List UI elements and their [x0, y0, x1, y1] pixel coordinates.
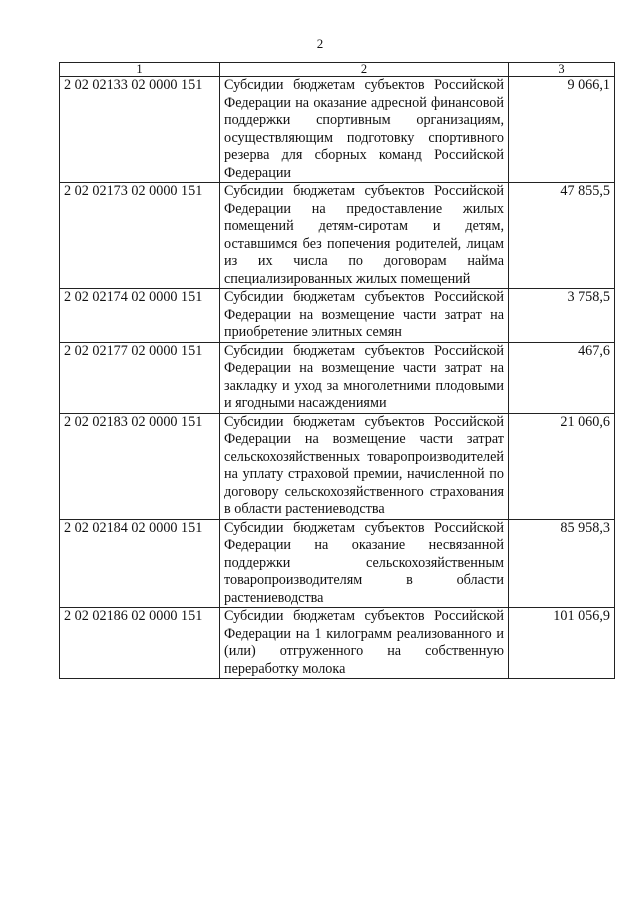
table-row	[60, 413, 615, 519]
description-cell: Субсидии бюджетам субъектов Российской Федерации на предоставление жилых помещений детям-сиротам и детям, оставшимся без попечения родителей, лицам из их числа по договорам найма специализированных жилых помещений	[220, 183, 509, 289]
column-header-description: 2	[220, 63, 509, 77]
budget-code-cell: 2 02 02184 02 0000 151	[60, 519, 220, 608]
description-cell: Субсидии бюджетам субъектов Российской Федерации на возмещение части затрат на приобретение элитных семян	[220, 289, 509, 343]
table-header-row	[60, 63, 615, 77]
description-cell: Субсидии бюджетам субъектов Российской Федерации на оказание несвязанной поддержки сельскохозяйственным товаропроизводителям в области растениеводства	[220, 519, 509, 608]
description-cell: Субсидии бюджетам субъектов Российской Федерации на возмещение части затрат на закладку и уход за многолетними плодовыми и ягодными насаждениями	[220, 342, 509, 413]
amount-cell: 9 066,1	[509, 77, 615, 183]
amount-cell: 85 958,3	[509, 519, 615, 608]
table-row	[60, 519, 615, 608]
column-header-amount: 3	[509, 63, 615, 77]
table-row	[60, 289, 615, 343]
budget-code-cell: 2 02 02174 02 0000 151	[60, 289, 220, 343]
amount-cell: 467,6	[509, 342, 615, 413]
description-cell: Субсидии бюджетам субъектов Российской Федерации на оказание адресной финансовой поддержки спортивным организациям, осуществляющим подготовку спортивного резерва для сборных команд Российской Федерации	[220, 77, 509, 183]
budget-code-cell: 2 02 02186 02 0000 151	[60, 608, 220, 679]
table-row	[60, 608, 615, 679]
budget-code-cell: 2 02 02183 02 0000 151	[60, 413, 220, 519]
amount-cell: 3 758,5	[509, 289, 615, 343]
budget-revenue-table	[59, 62, 615, 679]
description-cell: Субсидии бюджетам субъектов Российской Федерации на возмещение части затрат сельскохозяйственных товаропроизводителей на уплату страховой премии, начисленной по договору сельскохозяйственного страхования в области растениеводства	[220, 413, 509, 519]
column-header-code: 1	[60, 63, 220, 77]
amount-cell: 47 855,5	[509, 183, 615, 289]
page-number: 2	[316, 36, 324, 51]
amount-cell: 21 060,6	[509, 413, 615, 519]
budget-code-cell: 2 02 02173 02 0000 151	[60, 183, 220, 289]
budget-code-cell: 2 02 02133 02 0000 151	[60, 77, 220, 183]
table-row	[60, 342, 615, 413]
table-row	[60, 77, 615, 183]
description-cell: Субсидии бюджетам субъектов Российской Федерации на 1 килограмм реализованного и (или) отгруженного на собственную переработку молока	[220, 608, 509, 679]
amount-cell: 101 056,9	[509, 608, 615, 679]
budget-code-cell: 2 02 02177 02 0000 151	[60, 342, 220, 413]
table-row	[60, 183, 615, 289]
